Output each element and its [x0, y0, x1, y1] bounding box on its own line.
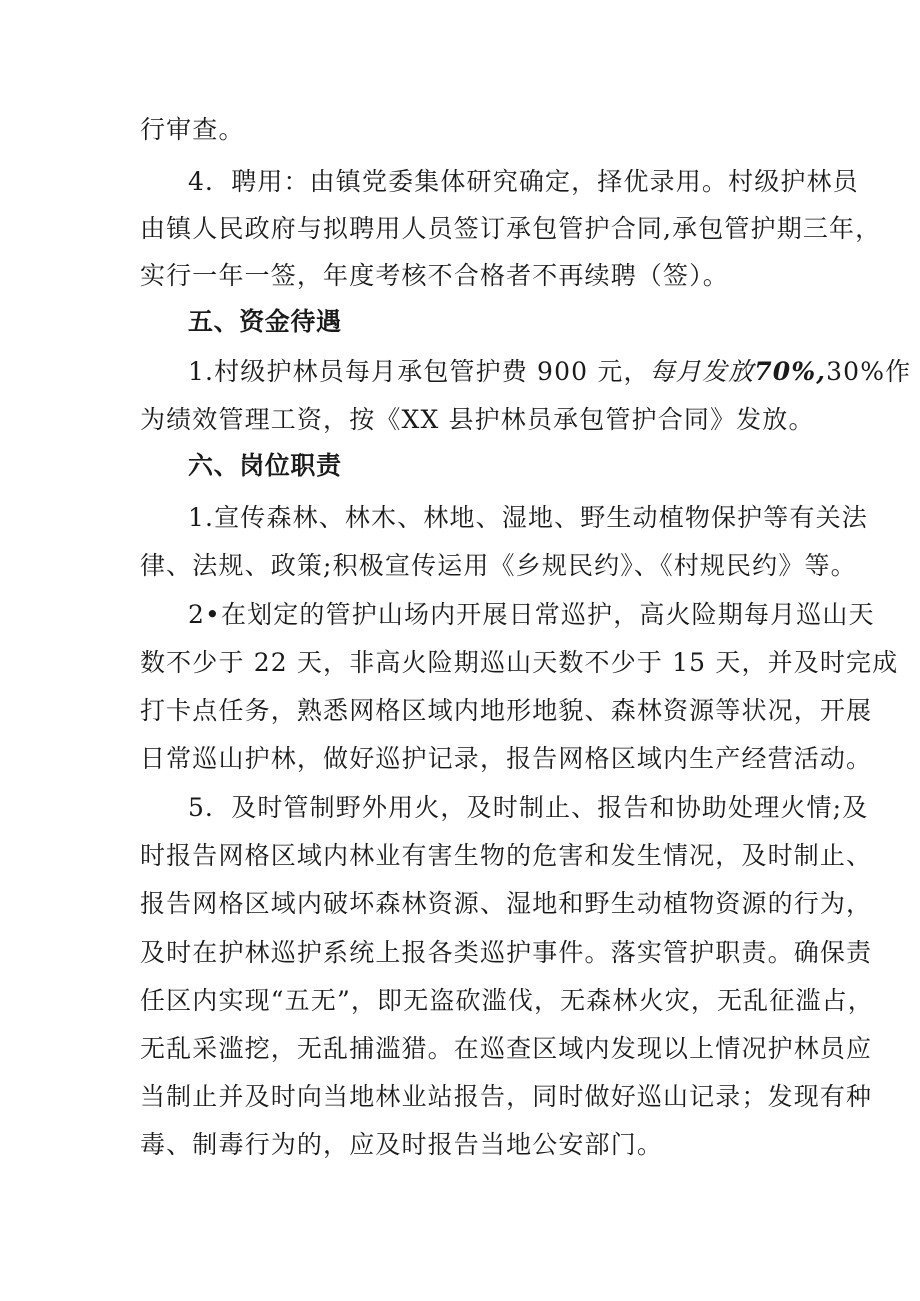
- text-line: 当制止并及时向当地林业站报告，同时做好巡山记录；发现有种: [140, 1082, 873, 1111]
- section-heading-funding: 五、资金待遇: [188, 307, 342, 336]
- text-run: 30%作: [826, 357, 912, 386]
- text-line: 为绩效管理工资，按《XX 县护林员承包管护合同》发放。: [140, 405, 815, 434]
- text-run-italic: 每月发放: [649, 357, 755, 386]
- text-line: 报告网格区域内破坏森林资源、湿地和野生动植物资源的行为，: [140, 889, 873, 918]
- text-line: [188, 350, 912, 394]
- section-heading-duties: 六、岗位职责: [188, 451, 342, 480]
- text-line: 毒、制毒行为的，应及时报告当地公安部门。: [140, 1130, 664, 1159]
- text-line: 实行一年一签，年度考核不合格者不再续聘（签）。: [140, 261, 729, 290]
- text-line: 4．聘用：由镇党委集体研究确定，择优录用。村级护林员: [188, 167, 859, 196]
- text-line: 数不少于 22 天，非高火险期巡山天数不少于 15 天，并及时完成: [140, 648, 899, 677]
- text-line: 时报告网格区域内林业有害生物的危害和发生情况，及时制止、: [140, 841, 873, 870]
- text-line: 5．及时管制野外用火，及时制止、报告和协助处理火情;及: [188, 793, 869, 822]
- text-line: 无乱采滥挖，无乱捕滥猎。在巡查区域内发现以上情况护林员应: [140, 1034, 873, 1063]
- text-line: 2•在划定的管护山场内开展日常巡护，高火险期每月巡山天: [188, 600, 875, 629]
- text-line: 律、法规、政策;积极宣传运用《乡规民约》、《村规民约》等。: [140, 551, 857, 580]
- text-line: 1.宣传森林、林木、林地、湿地、野生动植物保护等有关法: [188, 503, 868, 532]
- text-run: 1.村级护林员每月承包管护费 900 元，: [188, 357, 650, 386]
- text-line: 打卡点任务，熟悉网格区域内地形地貌、森林资源等状况，开展: [140, 696, 873, 725]
- text-line: 任区内实现“五无”，即无盗砍滥伐，无森林火灾，无乱征滥占，: [140, 986, 874, 1015]
- text-line: 由镇人民政府与拟聘用人员签订承包管护合同,承包管护期三年，: [140, 214, 882, 243]
- text-line: 行审查。: [140, 115, 245, 144]
- text-run-bold-italic: 70%,: [754, 357, 827, 386]
- text-line: 日常巡山护林，做好巡护记录，报告网格区域内生产经营活动。: [140, 744, 873, 773]
- text-line: 及时在护林巡护系统上报各类巡护事件。落实管护职责。确保责: [140, 938, 873, 967]
